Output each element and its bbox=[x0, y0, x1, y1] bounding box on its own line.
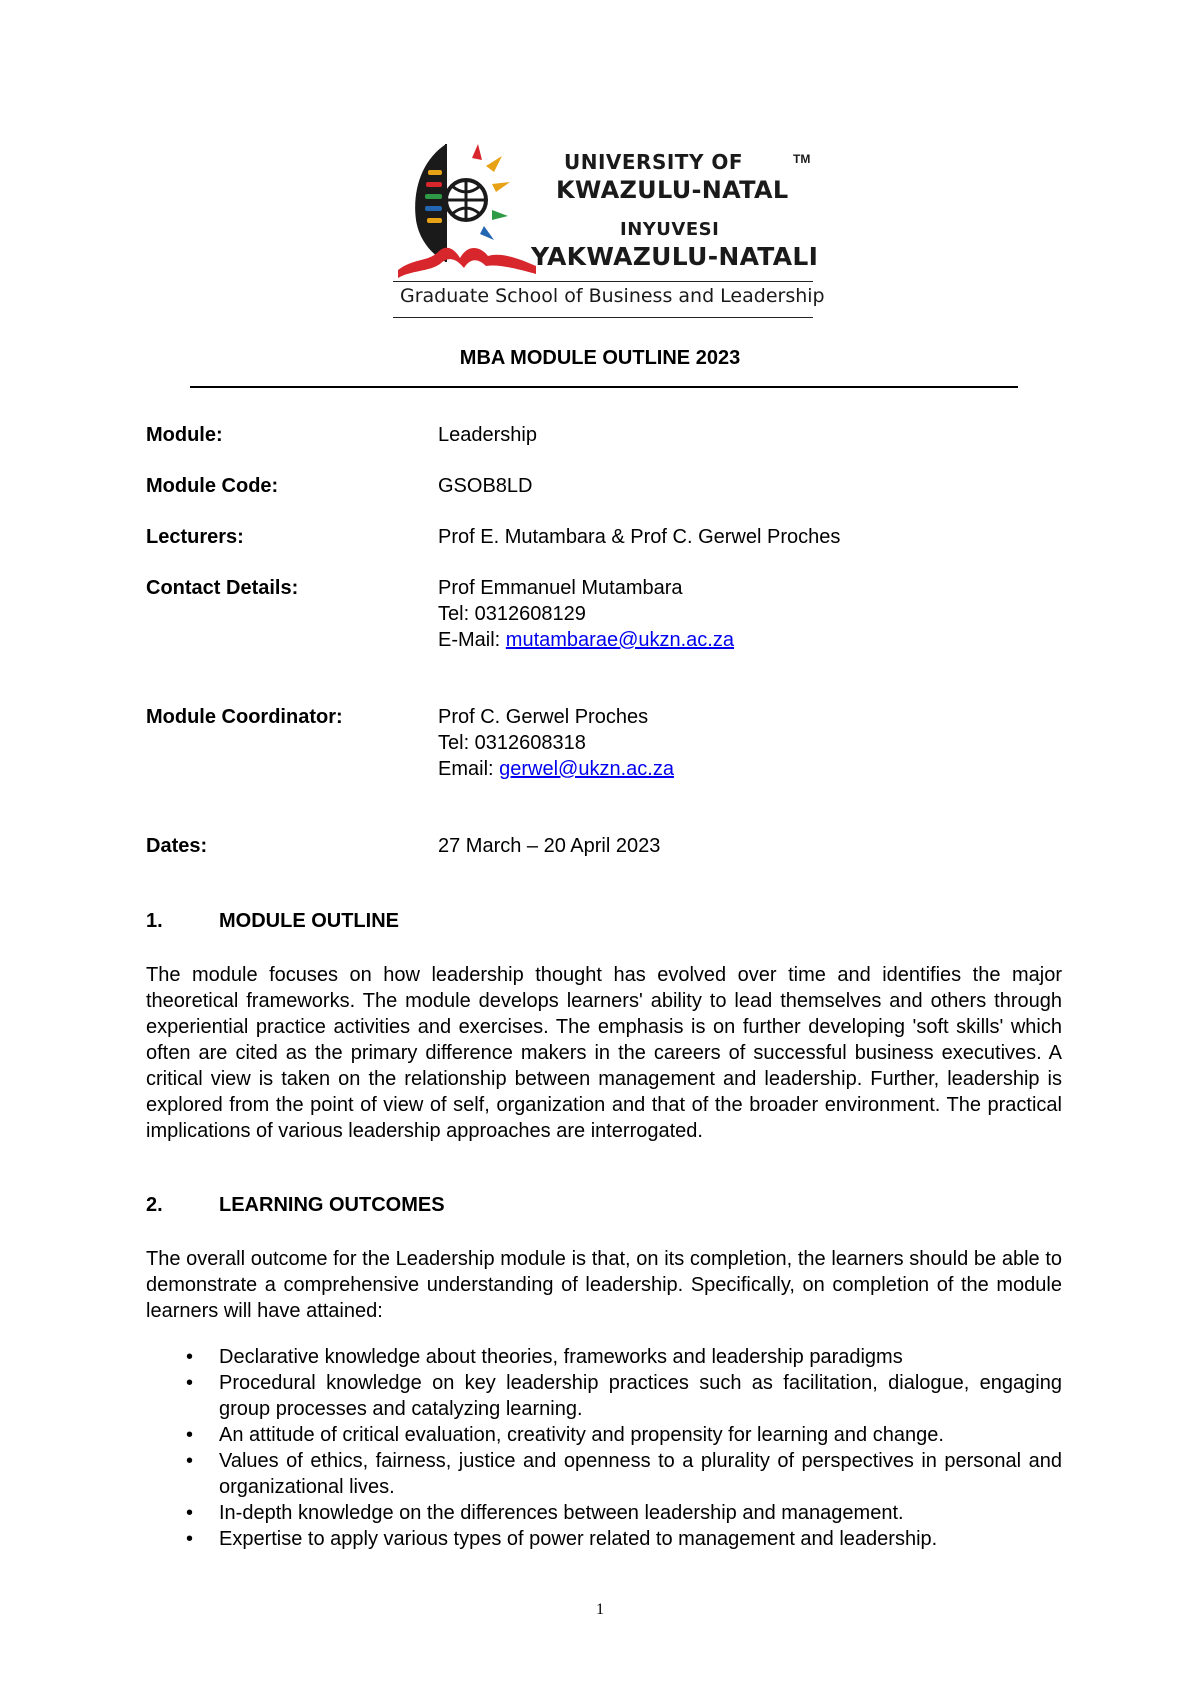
coordinator-tel: Tel: 0312608318 bbox=[438, 732, 586, 754]
lecturers-label: Lecturers: bbox=[146, 526, 244, 548]
contact-name: Prof Emmanuel Mutambara bbox=[438, 577, 683, 599]
coordinator-name: Prof C. Gerwel Proches bbox=[438, 706, 649, 728]
module-coordinator-label: Module Coordinator: bbox=[146, 706, 343, 728]
document-title: MBA MODULE OUTLINE 2023 bbox=[459, 347, 741, 369]
module-code-label: Module Code: bbox=[146, 475, 279, 497]
list-item: • Values of ethics, fairness, justice and openness to a plurality of perspectives in personal and organizational lives. bbox=[186, 1450, 1062, 1498]
list-item: • An attitude of critical evaluation, creativity and propensity for learning and change. bbox=[186, 1424, 944, 1446]
bullet-icon: • bbox=[186, 1450, 194, 1472]
contact-tel: Tel: 0312608129 bbox=[438, 603, 586, 625]
learning-outcomes-list bbox=[146, 1344, 1062, 1552]
module-value: Leadership bbox=[438, 424, 537, 446]
list-item: • In-depth knowledge on the differences between leadership and management. bbox=[186, 1502, 904, 1524]
dates-value: 27 March – 20 April 2023 bbox=[438, 835, 661, 857]
contact-email-prefix: E-Mail: bbox=[438, 629, 506, 651]
section-1-body: The module focuses on how leadership thought has evolved over time and identifies the major theoretical frameworks. The module develops learners' ability to lead themselves and others through experiential practice activities and exercises. The emphasis is on further developing 'soft skills' which often are cited as the primary difference makers in the careers of successful business executives. A critical view is taken on the relationship between management and leadership. Further, leadership is explored from the point of view of self, organization and that of the broader environment. The practical implications of various leadership approaches are interrogated. bbox=[146, 964, 1062, 1142]
page-number: 1 bbox=[596, 1601, 604, 1618]
coordinator-email-prefix: Email: bbox=[438, 758, 500, 780]
logo-trademark: TM bbox=[793, 152, 811, 166]
section-1-title: MODULE OUTLINE bbox=[219, 910, 399, 932]
section-2-number: 2. bbox=[146, 1194, 163, 1216]
dates-label: Dates: bbox=[146, 835, 208, 857]
logo-text-university-of: UNIVERSITY OF bbox=[564, 150, 744, 174]
section-1-number: 1. bbox=[146, 910, 163, 932]
module-coordinator-block bbox=[438, 704, 674, 782]
section-1-heading bbox=[146, 910, 399, 933]
contact-details-block bbox=[438, 575, 734, 653]
bullet-icon: • bbox=[186, 1502, 194, 1524]
list-item: • Procedural knowledge on key leadership practices such as facilitation, dialogue, engaging group processes and catalyzing learning. bbox=[186, 1372, 1062, 1420]
coordinator-email-link[interactable]: gerwel@ukzn.ac.za bbox=[499, 758, 674, 780]
contact-email-line bbox=[438, 627, 734, 653]
bullet-icon: • bbox=[186, 1528, 194, 1550]
title-divider bbox=[190, 386, 1018, 388]
list-item: • Expertise to apply various types of power related to management and leadership. bbox=[186, 1528, 938, 1550]
bullet-icon: • bbox=[186, 1424, 194, 1446]
module-code-value: GSOB8LD bbox=[438, 475, 533, 497]
logo-tagline: Graduate School of Business and Leadership bbox=[400, 285, 825, 307]
bullet-icon: • bbox=[186, 1346, 194, 1368]
section-2-title: LEARNING OUTCOMES bbox=[219, 1194, 445, 1216]
lecturers-value: Prof E. Mutambara & Prof C. Gerwel Proches bbox=[438, 526, 841, 548]
contact-details-label: Contact Details: bbox=[146, 577, 299, 599]
logo-rule-top bbox=[393, 281, 813, 282]
list-item: • Declarative knowledge about theories, frameworks and leadership paradigms bbox=[186, 1346, 903, 1368]
section-2-heading bbox=[146, 1194, 445, 1217]
bullet-icon: • bbox=[186, 1372, 194, 1394]
logo-text-yakwazulu-natali: YAKWAZULU-NATALI bbox=[531, 242, 819, 271]
logo-rule-bottom bbox=[393, 317, 813, 318]
module-label: Module: bbox=[146, 424, 223, 446]
section-2-body: The overall outcome for the Leadership module is that, on its completion, the learners should be able to demonstrate a comprehensive understanding of leadership. Specifically, on completion of the module learners will have attained: bbox=[146, 1248, 1062, 1322]
logo-text-kwazulu-natal: KWAZULU-NATAL bbox=[556, 176, 789, 204]
coordinator-email-line bbox=[438, 756, 674, 782]
contact-email-link[interactable]: mutambarae@ukzn.ac.za bbox=[505, 629, 734, 651]
logo-text-inyuvesi: INYUVESI bbox=[620, 219, 720, 240]
